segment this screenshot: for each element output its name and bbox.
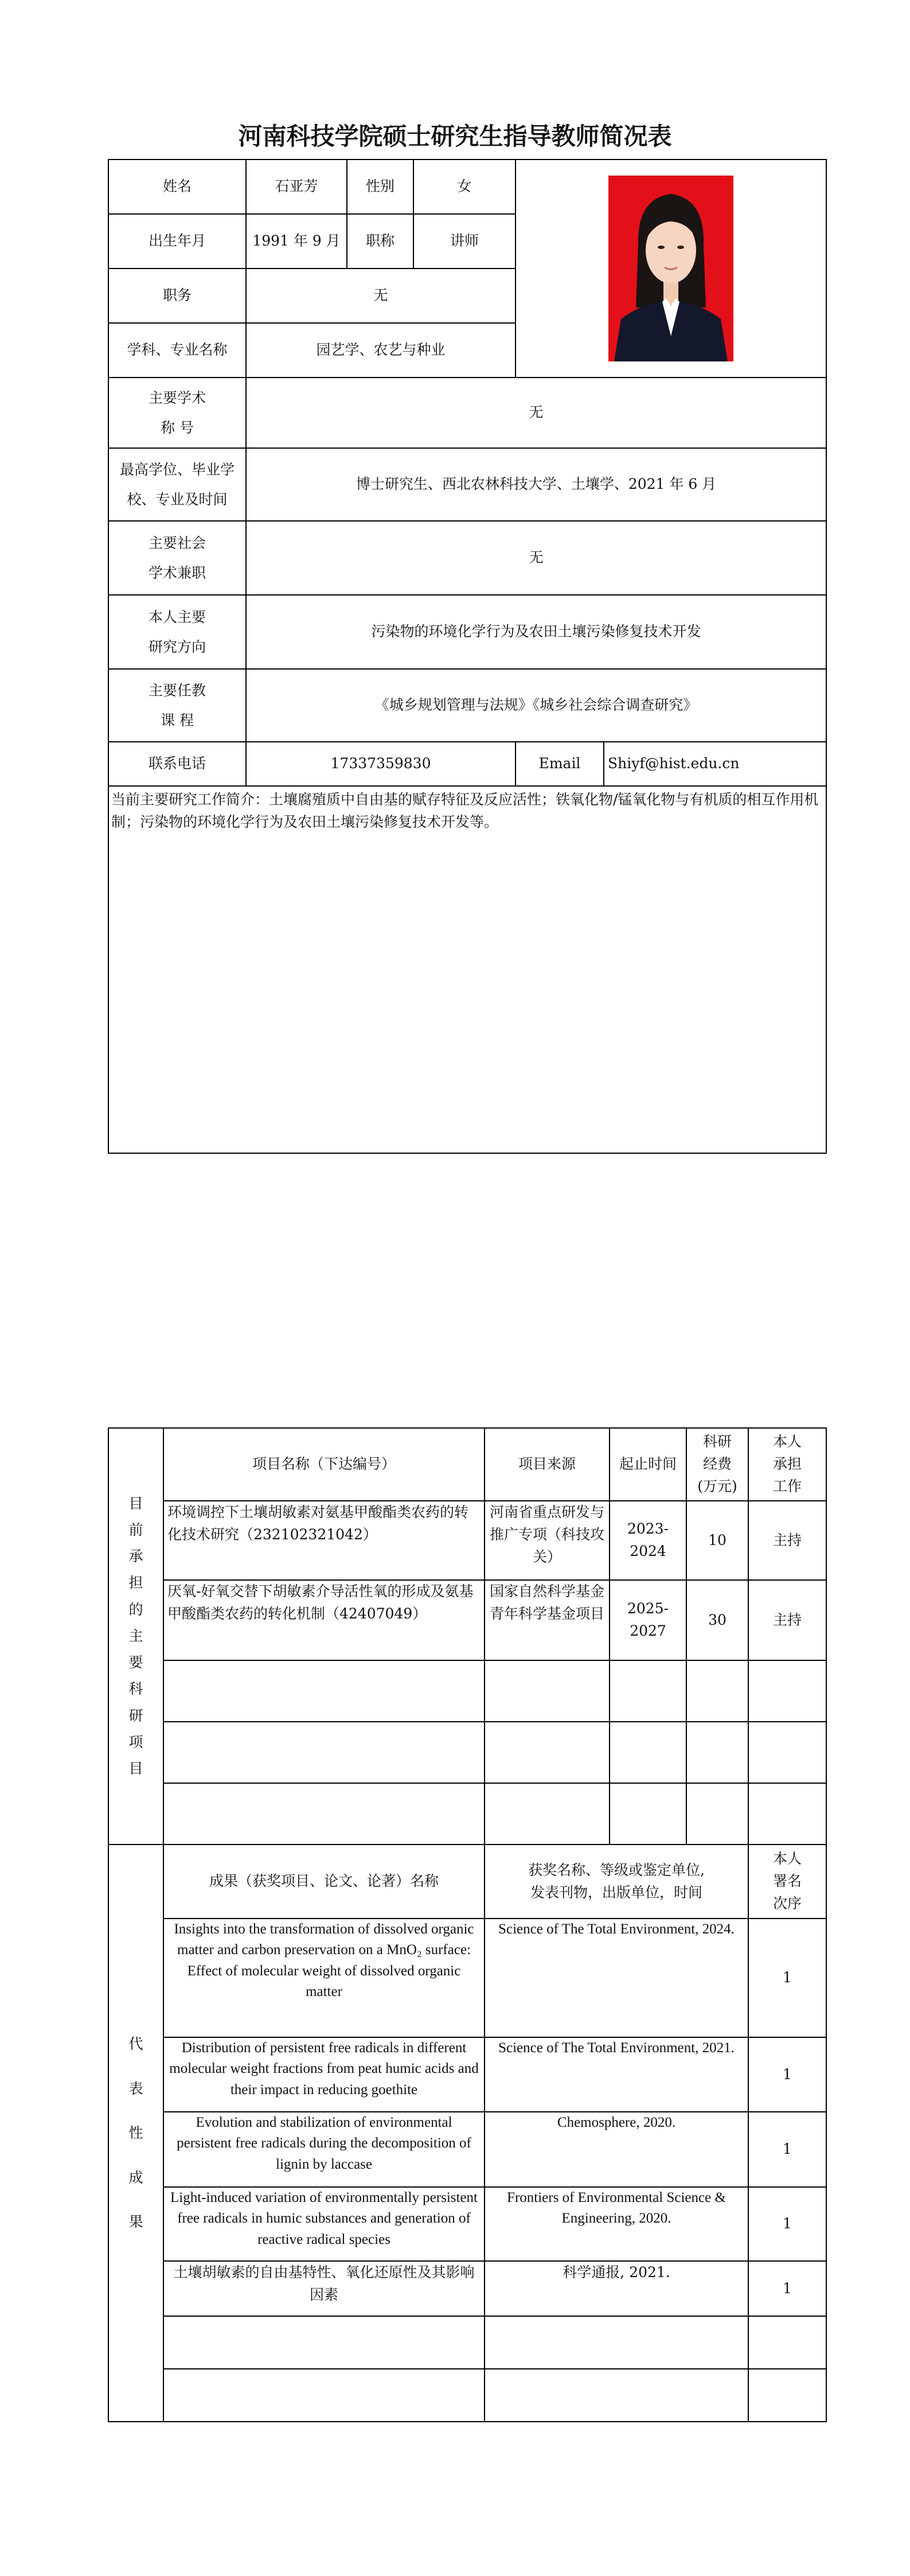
academic-title-value: 无	[246, 378, 826, 448]
project-source: 国家自然科学基金青年科学基金项目	[485, 1580, 610, 1660]
degree-value: 博士研究生、西北农林科技大学、土壤学、2021 年 6 月	[246, 448, 826, 521]
table-row	[108, 2112, 826, 2187]
page-title: 河南科技学院硕士研究生指导教师简况表	[238, 122, 672, 150]
achievement-source: 科学通报, 2021.	[485, 2261, 748, 2316]
achievements-section-label: 代 表 性 成 果	[108, 1845, 163, 2422]
discipline-value: 园艺学、农艺与种业	[246, 323, 515, 378]
table-row	[108, 1660, 826, 1722]
position-label: 职务	[108, 269, 246, 323]
project-name: 厌氧-好氧交替下胡敏素介导活性氧的形成及氨基甲酸酯类农药的转化机制（42407049）	[163, 1580, 485, 1660]
social-value: 无	[246, 521, 826, 595]
project-role: 主持	[748, 1501, 826, 1580]
discipline-label: 学科、专业名称	[108, 323, 246, 378]
achievement-name: Light-induced variation of environmentally persistent free radicals in humic substances and generation of reactive radical species	[163, 2187, 485, 2261]
table-row	[108, 2261, 826, 2316]
gender-label: 性别	[347, 159, 413, 214]
email-value: Shiyf@hist.edu.cn	[604, 742, 826, 786]
project-funding: 10	[686, 1501, 748, 1580]
phone-value: 17337359830	[246, 742, 515, 786]
project-funding-header: 科研 经费 (万元)	[686, 1428, 748, 1501]
achievement-order: 1	[748, 2187, 826, 2261]
achievement-name: Insights into the transformation of dissolved organic matter and carbon preservation on a MnO₂ surface: Effect of molecular weight of dissolved organic matter	[163, 1919, 485, 2037]
project-role-header: 本人 承担 工作	[748, 1428, 826, 1501]
name-label: 姓名	[108, 159, 246, 214]
research-label: 本人主要 研究方向	[108, 595, 246, 669]
achievement-name: 土壤胡敏素的自由基特性、氧化还原性及其影响因素	[163, 2261, 485, 2316]
projects-achievements-table	[108, 1427, 827, 2422]
profile-table	[108, 159, 827, 1154]
table-row	[108, 1580, 826, 1660]
table-row	[108, 1919, 826, 2037]
achievement-order: 1	[748, 2037, 826, 2112]
table-row	[108, 1501, 826, 1580]
project-funding: 30	[686, 1580, 748, 1660]
social-label: 主要社会 学术兼职	[108, 521, 246, 595]
degree-label: 最高学位、毕业学 校、专业及时间	[108, 448, 246, 521]
email-label: Email	[515, 742, 604, 786]
achievement-source: Chemosphere, 2020.	[485, 2112, 748, 2187]
rank-value: 讲师	[413, 214, 515, 269]
achievement-source: Frontiers of Environmental Science & Engineering, 2020.	[485, 2187, 748, 2261]
rank-label: 职称	[347, 214, 413, 269]
achievement-source-header: 获奖名称、等级或鉴定单位, 发表刊物，出版单位，时间	[485, 1845, 748, 1919]
achievement-order-header: 本人 署名 次序	[748, 1845, 826, 1919]
table-row	[108, 1722, 826, 1783]
project-role: 主持	[748, 1580, 826, 1660]
project-period: 2025-2027	[610, 1580, 686, 1660]
project-period: 2023-2024	[610, 1501, 686, 1580]
research-value: 污染物的环境化学行为及农田土壤污染修复技术开发	[246, 595, 826, 669]
birth-value: 1991 年 9 月	[246, 214, 347, 269]
courses-value: 《城乡规划管理与法规》《城乡社会综合调查研究》	[246, 669, 826, 742]
project-name-header: 项目名称（下达编号）	[163, 1428, 485, 1501]
portrait-photo	[608, 176, 733, 361]
position-value: 无	[246, 269, 515, 323]
gender-value: 女	[413, 159, 515, 214]
table-row	[108, 1783, 826, 1845]
project-period-header: 起止时间	[610, 1428, 686, 1501]
portrait-illustration	[608, 176, 733, 361]
achievement-name-header: 成果（获奖项目、论文、论著）名称	[163, 1845, 485, 1919]
achievement-source: Science of The Total Environment, 2024.	[485, 1919, 748, 2037]
table-row	[108, 2369, 826, 2422]
achievement-order: 1	[748, 2261, 826, 2316]
birth-label: 出生年月	[108, 214, 246, 269]
table-row	[108, 2316, 826, 2369]
achievement-order: 1	[748, 1919, 826, 2037]
photo-cell	[515, 159, 826, 378]
achievement-source: Science of The Total Environment, 2021.	[485, 2037, 748, 2112]
projects-section-label: 目 前 承 担 的 主 要 科 研 项 目	[108, 1428, 163, 1845]
table-row	[108, 2037, 826, 2112]
project-source-header: 项目来源	[485, 1428, 610, 1501]
achievement-order: 1	[748, 2112, 826, 2187]
table-row	[108, 2187, 826, 2261]
academic-title-label: 主要学术 称 号	[108, 378, 246, 448]
name-value: 石亚芳	[246, 159, 347, 214]
project-source: 河南省重点研发与推广专项（科技攻关）	[485, 1501, 610, 1580]
research-summary: 当前主要研究工作简介：土壤腐殖质中自由基的赋存特征及反应活性；铁氧化物/锰氧化物与有机质的相互作用机制；污染物的环境化学行为及农田土壤污染修复技术开发等。	[108, 786, 826, 1153]
phone-label: 联系电话	[108, 742, 246, 786]
achievement-name: Distribution of persistent free radicals in different molecular weight fractions from peat humic acids and their impact in reducing goethite	[163, 2037, 485, 2112]
courses-label: 主要任教 课 程	[108, 669, 246, 742]
achievement-name: Evolution and stabilization of environmental persistent free radicals during the decomposition of lignin by laccase	[163, 2112, 485, 2187]
project-name: 环境调控下土壤胡敏素对氨基甲酸酯类农药的转化技术研究（232102321042）	[163, 1501, 485, 1580]
